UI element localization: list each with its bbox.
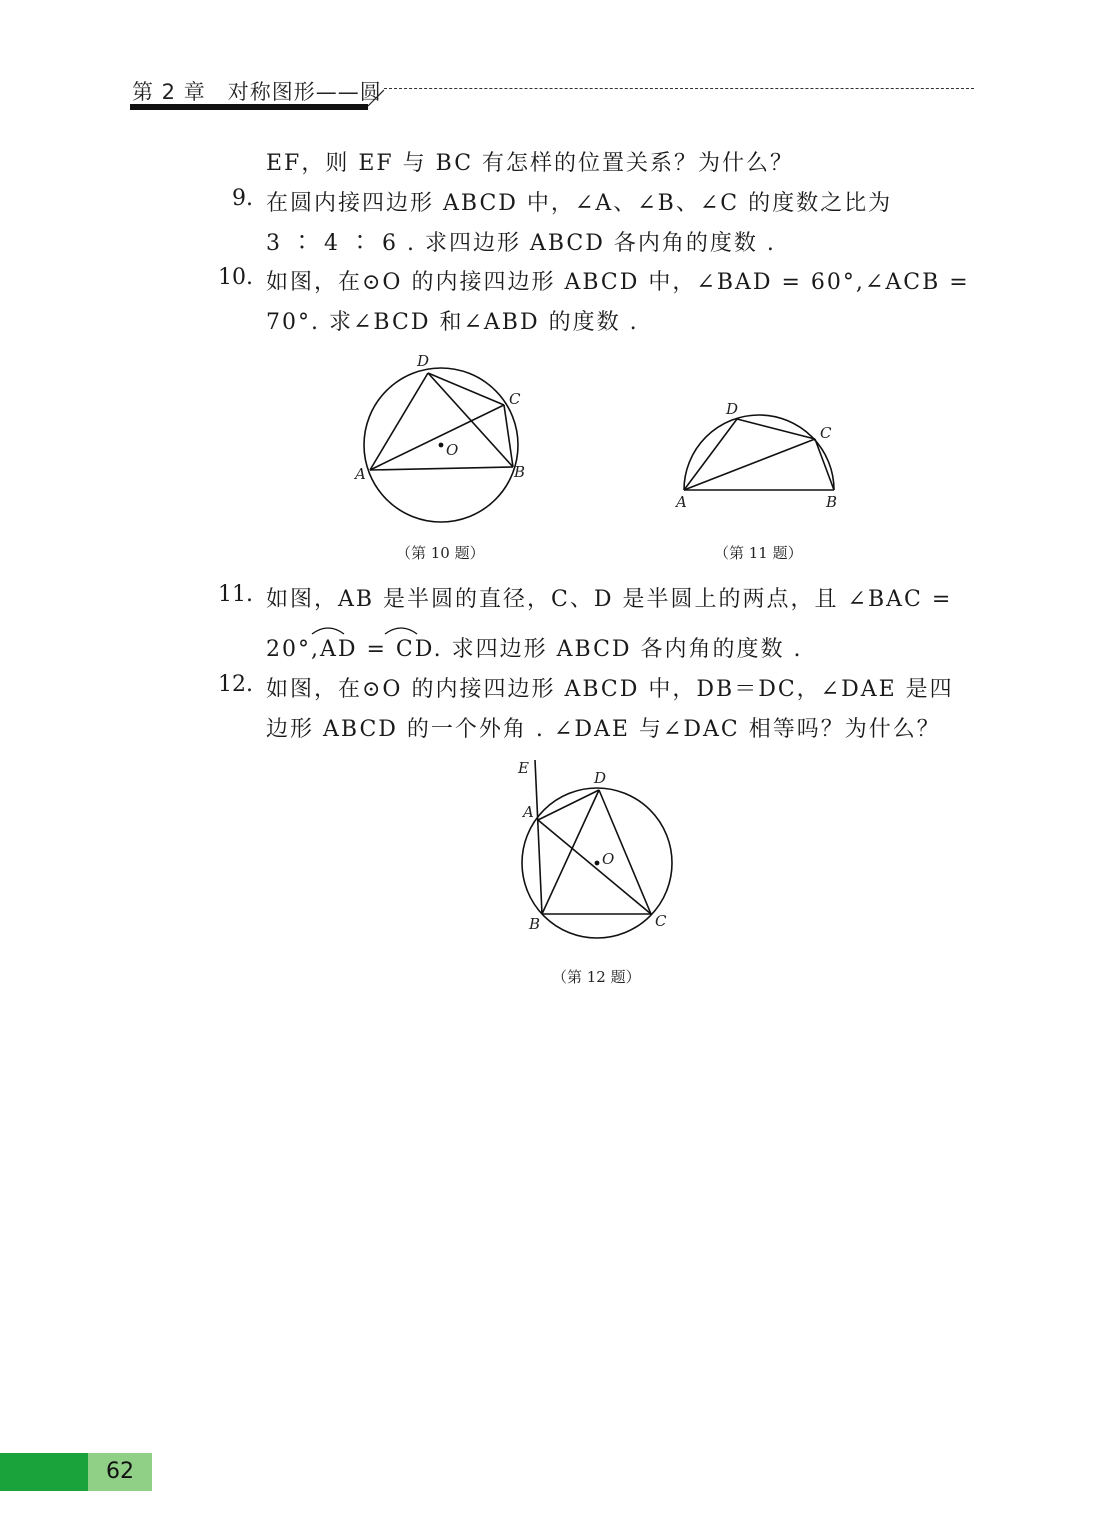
figure-12-diagram bbox=[505, 755, 685, 940]
fig11-label-d: D bbox=[726, 400, 739, 418]
problem-10-line1: 如图，在⊙O 的内接四边形 ABCD 中，∠BAD = 60°,∠ACB = bbox=[266, 270, 970, 295]
fig12-segment-ad bbox=[538, 790, 599, 820]
fig12-label-d: D bbox=[594, 769, 607, 787]
fig12-label-b: B bbox=[529, 915, 541, 933]
figure-11-caption: （第 11 题） bbox=[714, 544, 803, 562]
fig12-label-a: A bbox=[523, 803, 534, 821]
problem-12-line1: 如图，在⊙O 的内接四边形 ABCD 中，DB＝DC，∠DAE 是四 bbox=[266, 677, 954, 702]
footer-green-tab bbox=[0, 1453, 88, 1491]
fig11-label-c: C bbox=[820, 424, 832, 442]
fig10-center-dot bbox=[439, 443, 444, 448]
fig12-segment-ba-extended bbox=[535, 760, 542, 914]
figure-11-diagram bbox=[670, 400, 850, 520]
problem-9-line2: 3 ∶ 4 ∶ 6 . 求四边形 ABCD 各内角的度数 . bbox=[266, 231, 776, 256]
problem-11-line1: 如图，AB 是半圆的直径，C、D 是半圆上的两点，且 ∠BAC = bbox=[266, 587, 953, 612]
header-dashed-rule bbox=[384, 88, 974, 89]
fig10-label-c: C bbox=[509, 390, 521, 408]
problem-9-line1: 在圆内接四边形 ABCD 中，∠A、∠B、∠C 的度数之比为 bbox=[266, 191, 893, 216]
figure-12-caption: （第 12 题） bbox=[552, 968, 641, 986]
figure-10-caption: （第 10 题） bbox=[396, 544, 485, 562]
header-slash bbox=[366, 84, 386, 108]
problem-10-line2: 70°. 求∠BCD 和∠ABD 的度数 . bbox=[266, 310, 639, 335]
fig11-label-b: B bbox=[826, 493, 838, 511]
problem-8-continuation: EF，则 EF 与 BC 有怎样的位置关系？为什么？ bbox=[266, 151, 795, 176]
problem-11-line2: 20°,AD = CD. 求四边形 ABCD 各内角的度数 . bbox=[266, 637, 803, 662]
problem-11-arc-marks bbox=[300, 618, 430, 638]
fig11-segment-cb bbox=[815, 439, 834, 490]
fig12-segment-ac bbox=[538, 820, 651, 914]
fig10-segment-dc bbox=[428, 373, 504, 405]
fig12-segment-db bbox=[542, 790, 599, 914]
fig11-semicircle-arc bbox=[684, 415, 834, 490]
fig10-label-o: O bbox=[446, 441, 459, 459]
figure-10-diagram bbox=[340, 348, 540, 528]
fig12-center-dot bbox=[595, 861, 600, 866]
problem-12-line2: 边形 ABCD 的一个外角 . ∠DAE 与∠DAC 相等吗？为什么？ bbox=[266, 717, 941, 742]
fig10-segment-ab bbox=[370, 467, 513, 470]
chapter-title: 第 2 章 对称图形——圆 bbox=[132, 80, 382, 104]
fig10-label-b: B bbox=[514, 463, 526, 481]
header-underline-bar bbox=[130, 104, 368, 110]
problem-11-number: 11. bbox=[218, 582, 253, 607]
fig11-label-a: A bbox=[676, 493, 687, 511]
arc-mark-ad bbox=[312, 628, 344, 634]
page-number: 62 bbox=[88, 1453, 152, 1491]
fig10-label-a: A bbox=[355, 465, 366, 483]
arc-mark-cd bbox=[385, 628, 417, 634]
fig12-label-o: O bbox=[602, 850, 615, 868]
fig12-label-e: E bbox=[518, 759, 529, 777]
problem-9-number: 9. bbox=[232, 186, 253, 211]
fig10-label-d: D bbox=[417, 352, 430, 370]
chapter-header bbox=[130, 76, 975, 110]
problem-10-number: 10. bbox=[218, 265, 253, 290]
problem-12-number: 12. bbox=[218, 672, 253, 697]
fig12-label-c: C bbox=[655, 912, 667, 930]
fig10-segment-db bbox=[428, 373, 513, 467]
